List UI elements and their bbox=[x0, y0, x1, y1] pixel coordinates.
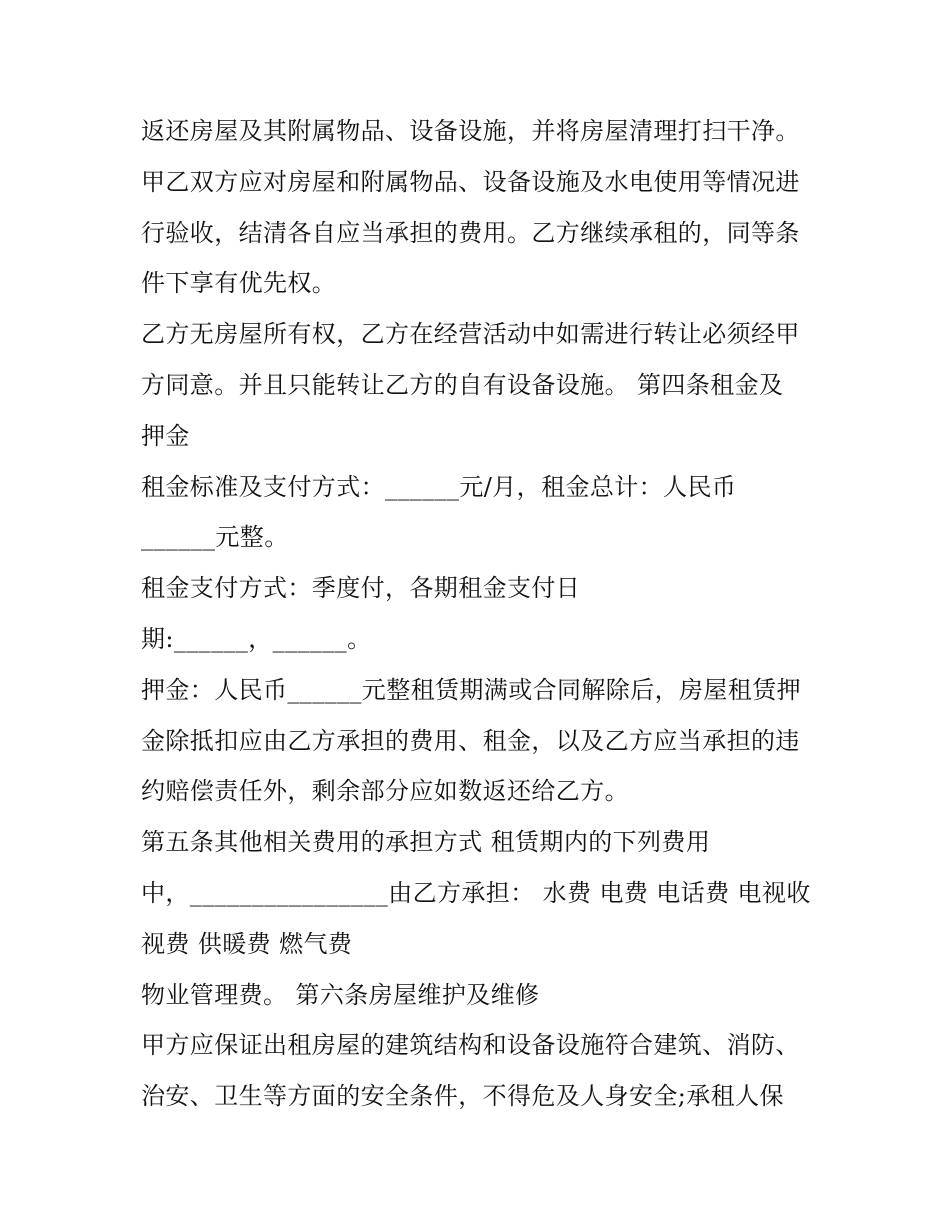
text-line: 第五条其他相关费用的承担方式 租赁期内的下列费用 bbox=[141, 828, 711, 857]
text-line: 行验收，结清各自应当承担的费用。乙方继续承租的，同等条 bbox=[141, 218, 800, 247]
text-line: 甲乙双方应对房屋和附属物品、设备设施及水电使用等情况进 bbox=[141, 167, 800, 196]
text-line: 租金支付方式：季度付，各期租金支付日 bbox=[141, 574, 581, 603]
text-line: 押金：人民币______元整租赁期满或合同解除后，房屋租赁押 bbox=[141, 675, 801, 704]
text-line: 期:______，______。 bbox=[141, 624, 372, 653]
text-line: 租金标准及支付方式：______元/月，租金总计：人民币 bbox=[141, 472, 737, 501]
text-line: 乙方无房屋所有权，乙方在经营活动中如需进行转让必须经甲 bbox=[141, 320, 800, 349]
text-line: 方同意。并且只能转让乙方的自有设备设施。 第四条租金及 bbox=[141, 370, 784, 399]
contract-text-block bbox=[141, 106, 821, 1122]
text-line: ______元整。 bbox=[141, 523, 289, 552]
text-line: 押金 bbox=[141, 421, 190, 450]
text-line: 治安、卫生等方面的安全条件，不得危及人身安全;承租人保 bbox=[141, 1082, 784, 1111]
text-line: 视费 供暖费 燃气费 bbox=[141, 929, 353, 958]
text-line: 返还房屋及其附属物品、设备设施，并将房屋清理打扫干净。 bbox=[141, 117, 800, 145]
text-line: 约赔偿责任外，剩余部分应如数返还给乙方。 bbox=[141, 777, 629, 806]
text-line: 中，________________由乙方承担： 水费 电费 电话费 电视收 bbox=[141, 878, 811, 907]
text-line: 件下享有优先权。 bbox=[141, 269, 337, 298]
text-line: 金除抵扣应由乙方承担的费用、租金，以及乙方应当承担的违 bbox=[141, 726, 800, 755]
text-line: 物业管理费。 第六条房屋维护及维修 bbox=[141, 980, 540, 1009]
text-line: 甲方应保证出租房屋的建筑结构和设备设施符合建筑、消防、 bbox=[141, 1031, 800, 1060]
